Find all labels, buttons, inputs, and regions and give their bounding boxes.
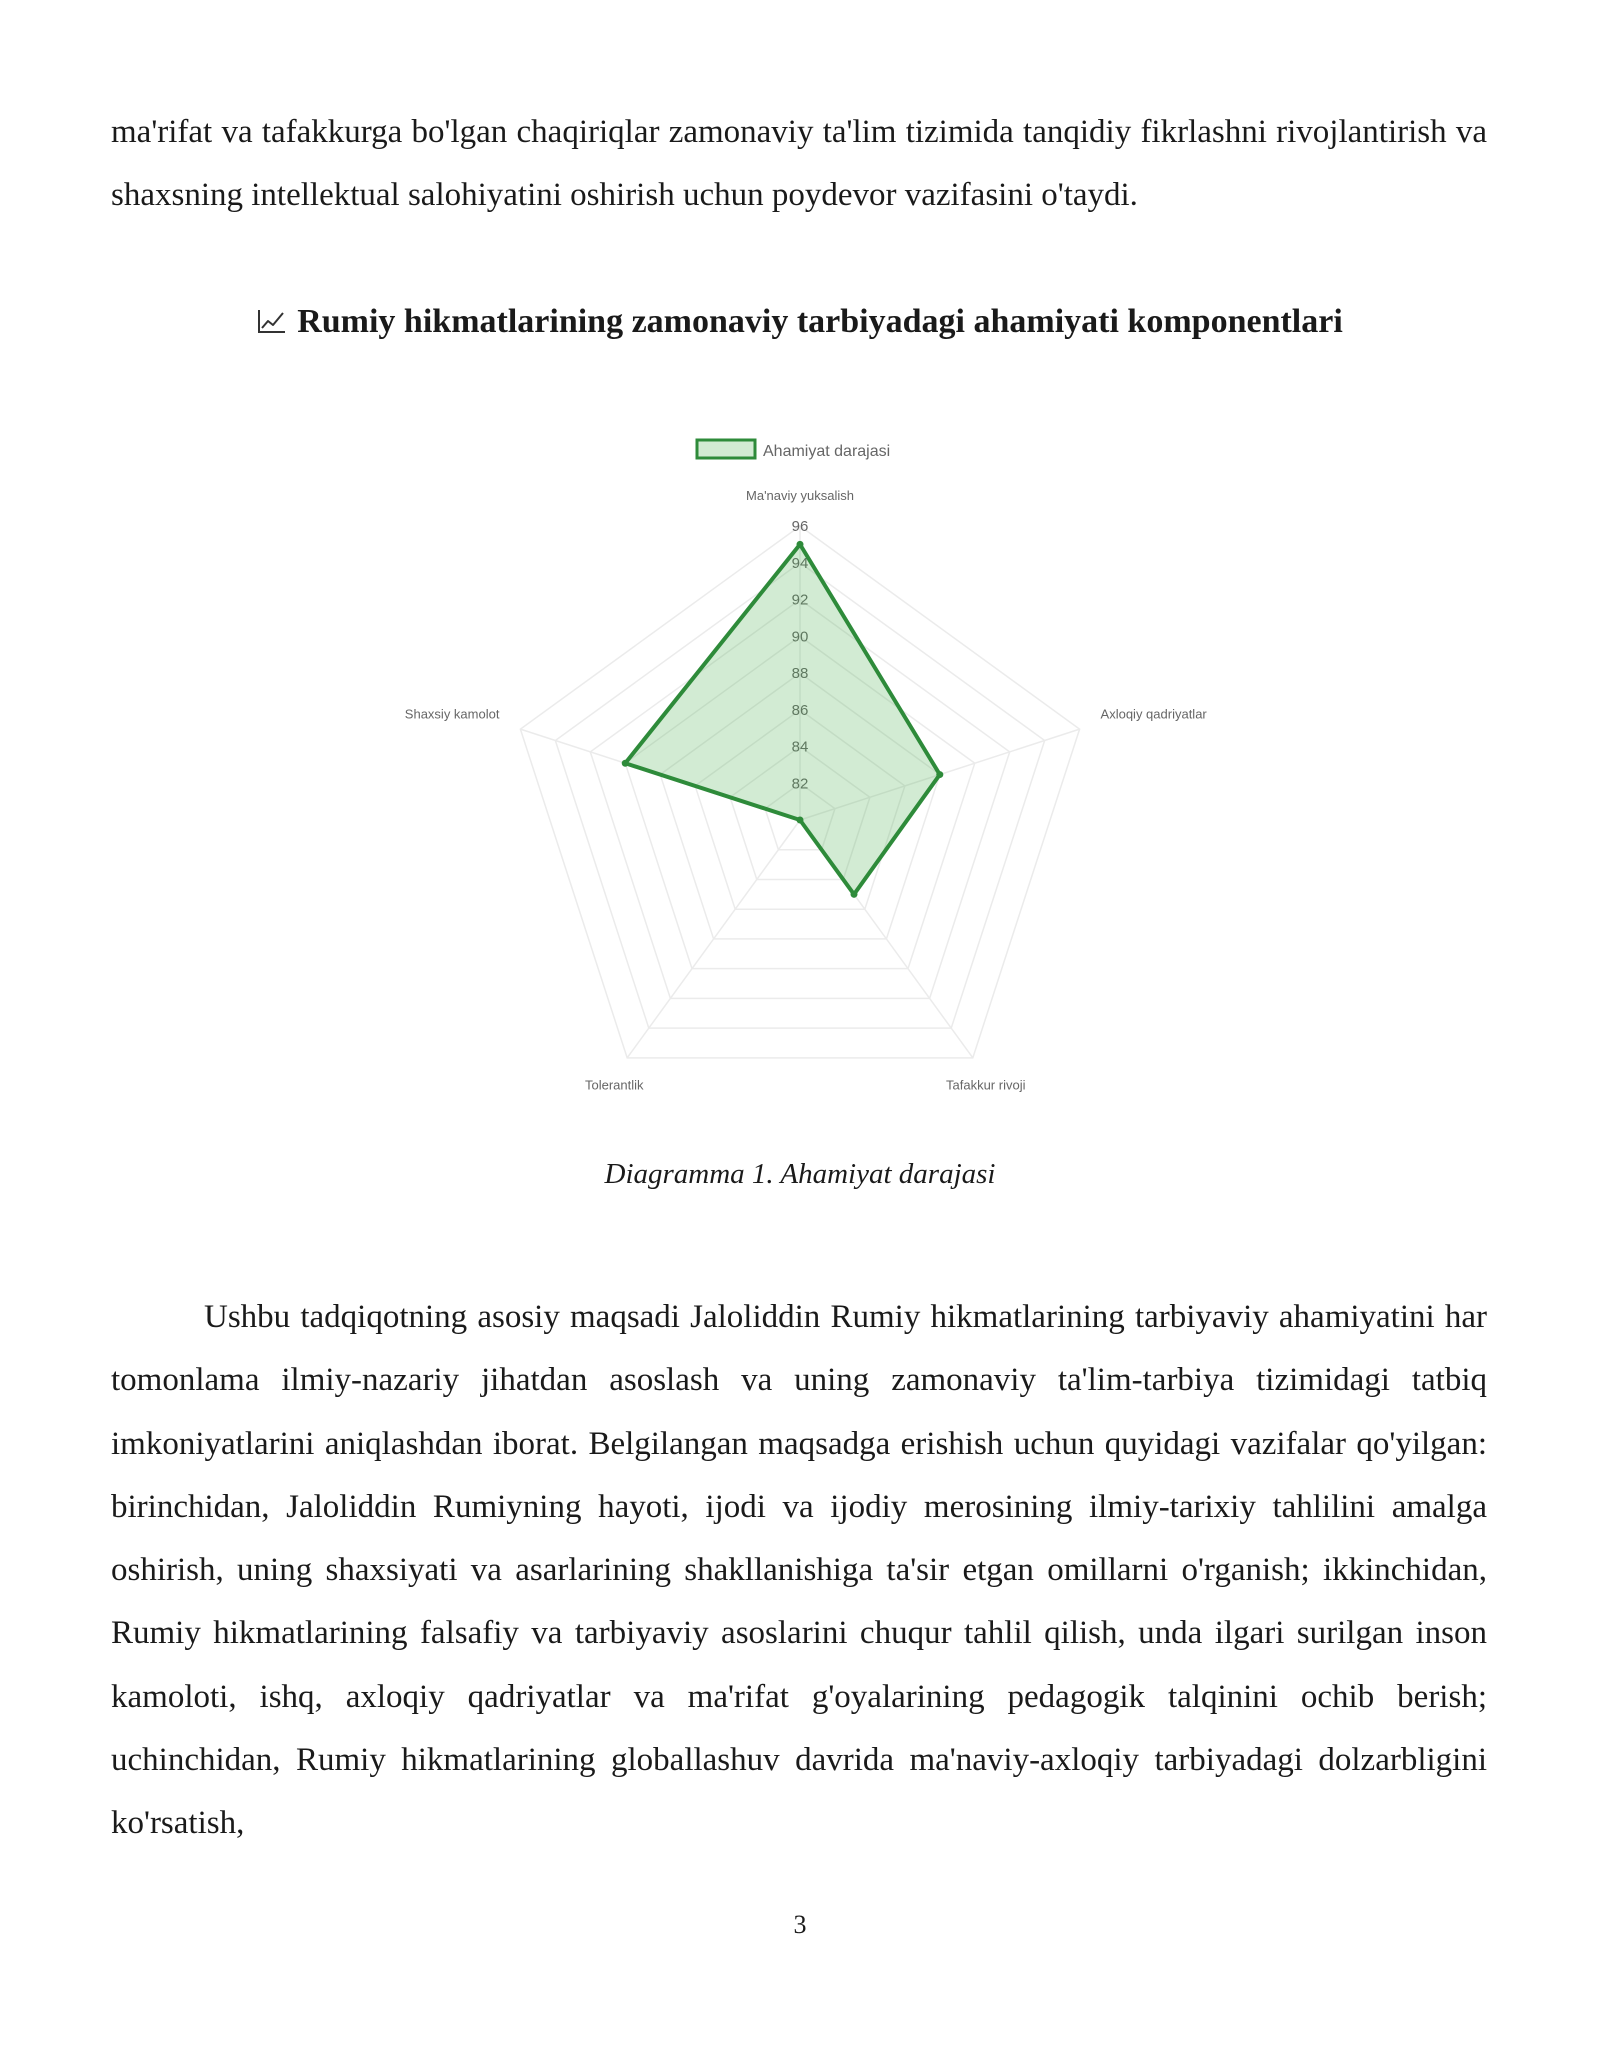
- axis-label: Shaxsiy kamolot: [404, 706, 500, 722]
- chart-legend: [697, 440, 890, 460]
- section-heading-text: Rumiy hikmatlarining zamonaviy tarbiyadagi ahamiyati komponentlari: [297, 303, 1343, 340]
- data-point: [851, 891, 858, 898]
- intro-paragraph: ma'rifat va tafakkurga bo'lgan chaqiriqlar zamonaviy ta'lim tizimida tanqidiy fikrlashni rivojlantirish va shaxsning intellektual salohiyatini oshirish uchun poydevor vazifasini o'taydi.: [111, 114, 1487, 214]
- axis-label: Tolerantlik: [584, 1077, 644, 1093]
- series-area: [625, 544, 940, 894]
- data-point: [936, 771, 943, 778]
- tick-label: 96: [791, 518, 809, 535]
- data-point: [622, 760, 629, 767]
- chart-caption: Diagramma 1. Ahamiyat darajasi: [604, 1158, 996, 1190]
- data-point: [797, 541, 804, 548]
- axis-label: Tafakkur rivoji: [946, 1077, 1026, 1093]
- legend-label: Ahamiyat darajasi: [763, 443, 891, 460]
- legend-swatch: [697, 440, 755, 458]
- page-number: 3: [793, 1910, 807, 1939]
- data-point: [797, 817, 804, 824]
- axis-label: Ma'naviy yuksalish: [746, 488, 854, 503]
- axis-label: Axloqiy qadriyatlar: [1100, 706, 1207, 722]
- body-paragraph: Ushbu tadqiqotning asosiy maqsadi Jaloliddin Rumiy hikmatlarining tarbiyaviy ahamiyatini har tomonlama ilmiy-nazariy jihatdan asoslash va uning zamonaviy ta'lim-tarbiya tizimidagi tatbiq imkoniyatlarini aniqlashdan iborat. Belgilangan maqsadga erishish uchun quyidagi vazifalar qo'yilgan: birinchidan, Jaloliddin Rumiyning hayoti, ijodi va ijodiy merosining ilmiy-tarixiy tahlilini amalga oshirish, uning shaxsiyati va asarlarining shakllanishiga ta'sir etgan omillarni o'rganish; ikkinchidan, Rumiy hikmatlarining falsafiy va tarbiyaviy asoslarini chuqur tahlil qilish, unda ilgari surilgan inson kamoloti, ishq, axloqiy qadriyatlar va ma'rifat g'oyalarining pedagogik talqinini ochib berish; uchinchidan, Rumiy hikmatlarining globallashuv davrida ma'naviy-axloqiy tarbiyadagi dolzarbligini ko'rsatish,: [111, 1299, 1487, 1842]
